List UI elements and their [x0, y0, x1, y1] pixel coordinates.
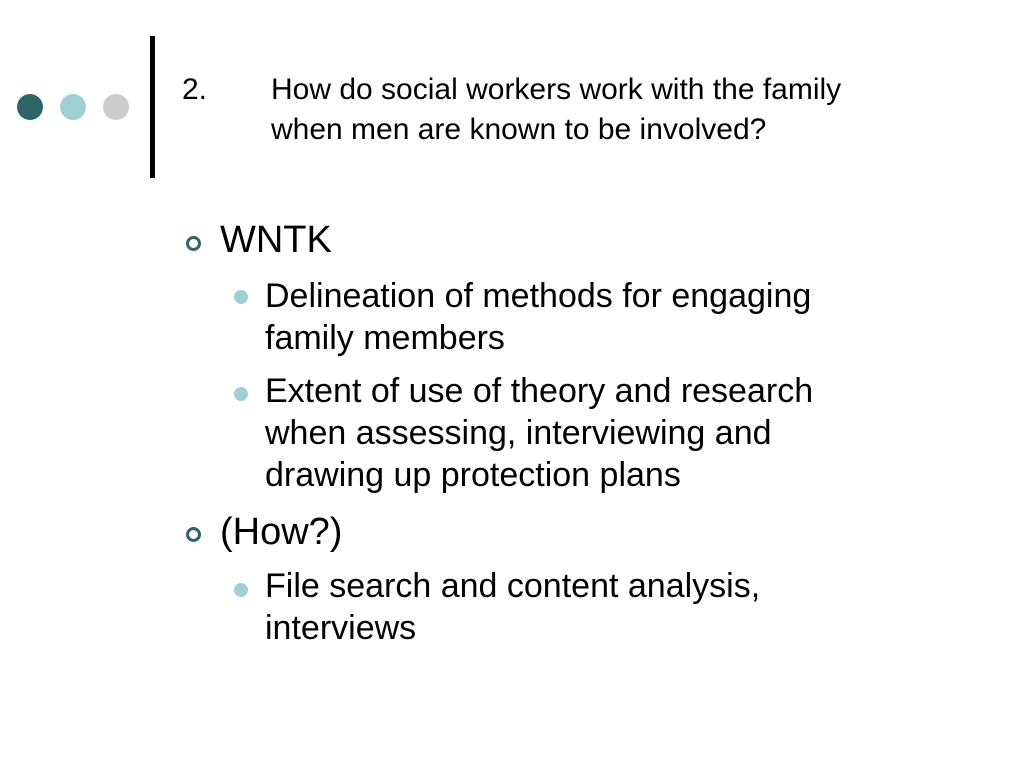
bullet-how: (How?): [220, 511, 343, 553]
title-divider: [150, 36, 155, 178]
decor-dot-mid: [60, 94, 86, 120]
subbullet-file-search: [265, 565, 945, 649]
subbullet-delineation: [265, 275, 945, 359]
subbullet-line: interviews: [265, 609, 417, 647]
subbullet-line: family members: [265, 319, 505, 357]
title-line-1: How do social workers work with the family: [271, 73, 842, 106]
ring-bullet-icon: [186, 527, 201, 542]
subbullet-line: Extent of use of theory and research: [265, 372, 814, 410]
subbullet-extent: [265, 370, 945, 496]
decor-dot-light: [103, 94, 129, 120]
disc-bullet-icon: [234, 583, 248, 597]
title-text: [271, 70, 971, 150]
subbullet-line: File search and content analysis,: [265, 567, 761, 605]
ring-bullet-icon: [186, 236, 201, 251]
disc-bullet-icon: [234, 387, 248, 401]
title-line-2: when men are known to be involved?: [271, 113, 767, 146]
decor-dot-dark: [17, 94, 43, 120]
subbullet-line: drawing up protection plans: [265, 456, 681, 494]
subbullet-line: when assessing, interviewing and: [265, 414, 772, 452]
disc-bullet-icon: [234, 290, 248, 304]
subbullet-line: Delineation of methods for engaging: [265, 277, 812, 315]
bullet-wntk: WNTK: [220, 219, 332, 261]
title-number: 2.: [182, 73, 208, 106]
